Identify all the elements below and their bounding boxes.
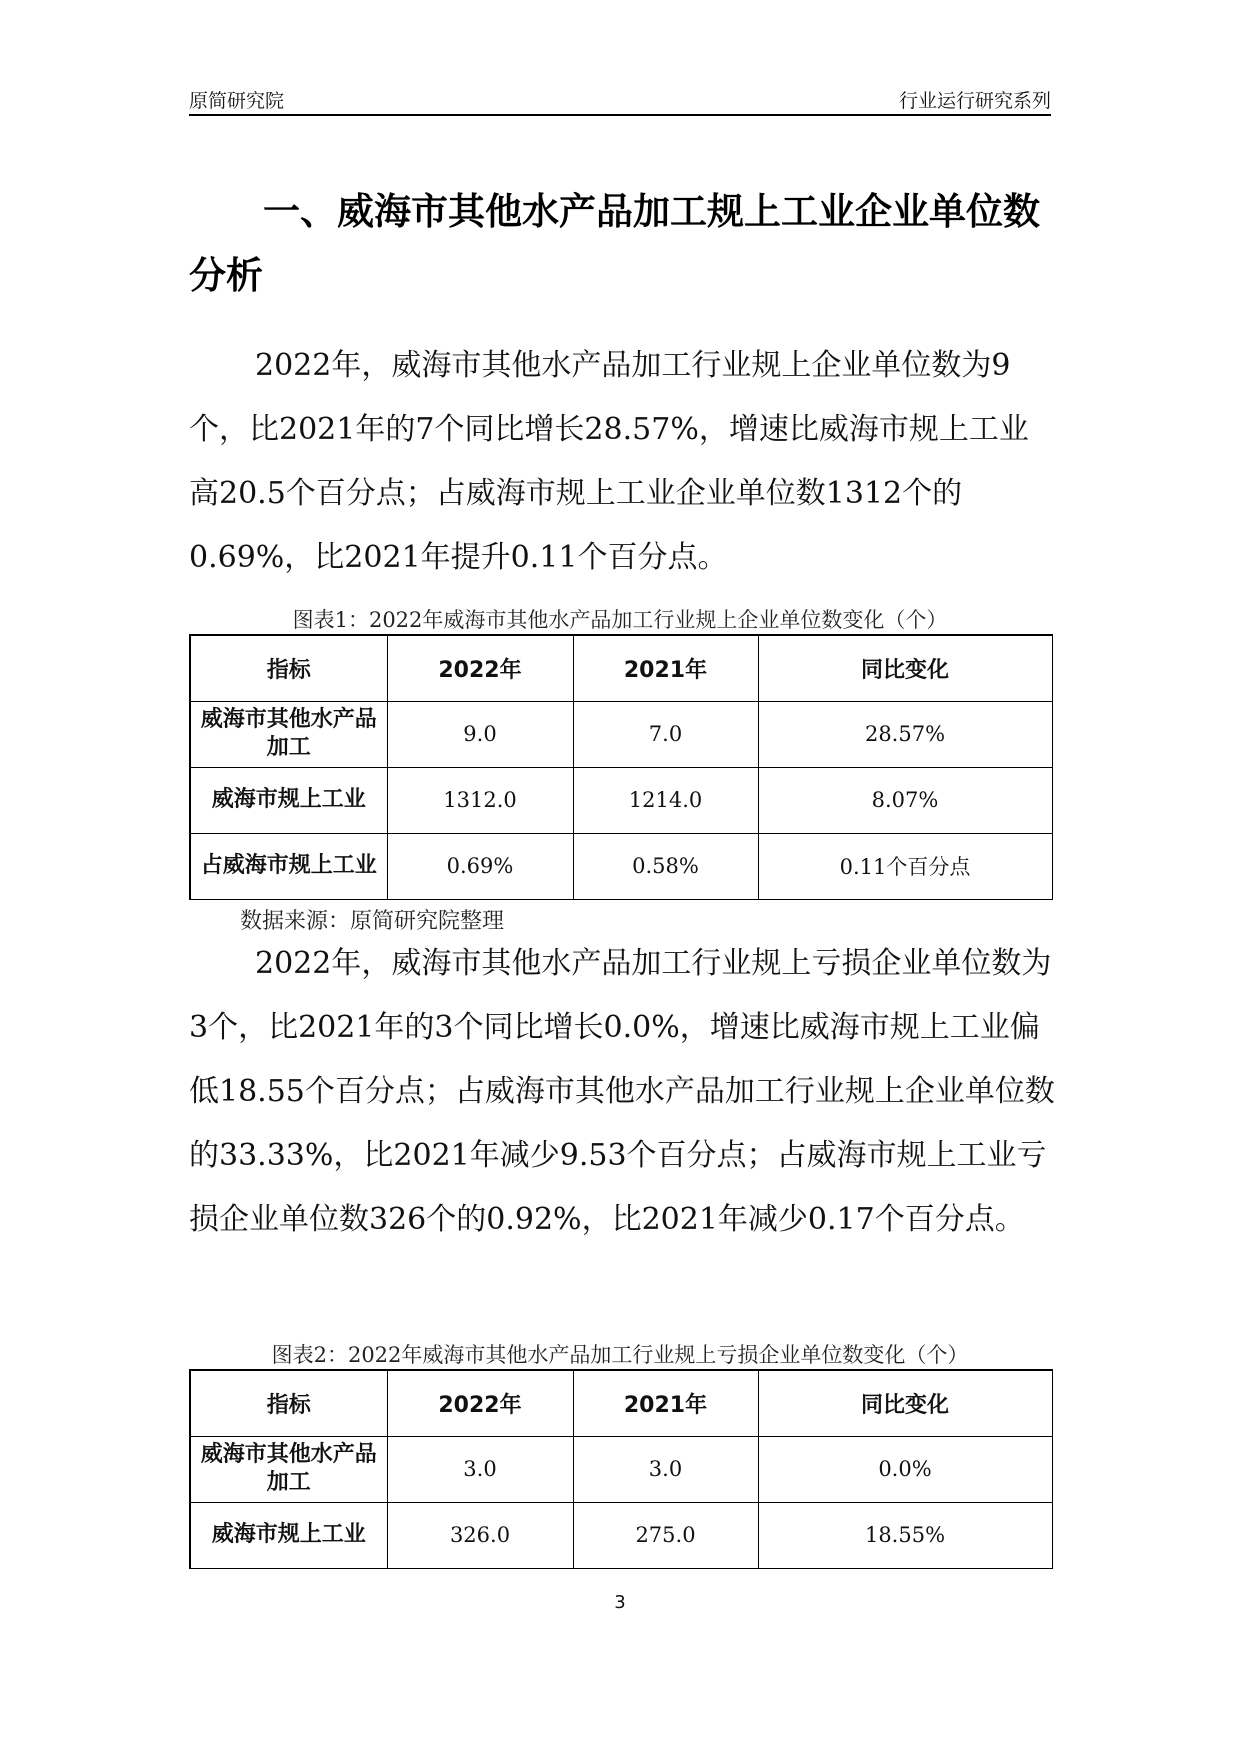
table-header-row	[190, 635, 1052, 701]
header-cell-2022: 2022年	[387, 635, 573, 701]
cell-2022: 0.69%	[387, 833, 573, 899]
header-org-name: 原简研究院	[189, 90, 285, 112]
paragraph-enterprise-count: 2022年，威海市其他水产品加工行业规上企业单位数为9个，比2021年的7个同比增长28.57%，增速比威海市规上工业高20.5个百分点；占威海市规上工业企业单位数1312个的0.69%，比2021年提升0.11个百分点。	[189, 348, 1029, 575]
cell-2022: 9.0	[387, 701, 573, 767]
table-header-row	[190, 1370, 1052, 1436]
row-label: 威海市规上工业	[190, 1502, 387, 1568]
cell-change: 0.11个百分点	[758, 833, 1052, 899]
row-label: 威海市其他水产品加工	[190, 1436, 387, 1502]
cell-2021: 0.58%	[573, 833, 758, 899]
header-cell-yoy-change: 同比变化	[758, 635, 1052, 701]
table2-caption: 图表2：2022年威海市其他水产品加工行业规上亏损企业单位数变化（个）	[271, 1343, 969, 1367]
header-cell-2021: 2021年	[573, 1370, 758, 1436]
cell-change: 0.0%	[758, 1436, 1052, 1502]
cell-change: 8.07%	[758, 767, 1052, 833]
header-cell-yoy-change: 同比变化	[758, 1370, 1052, 1436]
table-row	[190, 833, 1052, 899]
row-label: 威海市其他水产品加工	[190, 701, 387, 767]
row-label: 占威海市规上工业	[190, 833, 387, 899]
section-title: 一、威海市其他水产品加工规上工业企业单位数分析	[189, 190, 1040, 297]
row-label: 威海市规上工业	[190, 767, 387, 833]
header-series-name: 行业运行研究系列	[898, 90, 1051, 112]
table1-enterprise-count	[189, 634, 1053, 900]
cell-2022: 1312.0	[387, 767, 573, 833]
header-cell-indicator: 指标	[190, 1370, 387, 1436]
header-cell-2022: 2022年	[387, 1370, 573, 1436]
cell-2021: 275.0	[573, 1502, 758, 1568]
table2-loss-enterprise-count	[189, 1369, 1053, 1569]
header-cell-2021: 2021年	[573, 635, 758, 701]
header-divider	[189, 114, 1051, 116]
cell-2021: 7.0	[573, 701, 758, 767]
cell-2021: 3.0	[573, 1436, 758, 1502]
cell-change: 28.57%	[758, 701, 1052, 767]
data-source-note: 数据来源：原简研究院整理	[240, 909, 505, 934]
paragraph-loss-enterprise-count: 2022年，威海市其他水产品加工行业规上亏损企业单位数为3个，比2021年的3个同比增长0.0%，增速比威海市规上工业偏低18.55个百分点；占威海市其他水产品加工行业规上企业单位数的33.33%，比2021年减少9.53个百分点；占威海市规上工业亏损企业单位数326个的0.92%，比2021年减少0.17个百分点。	[189, 946, 1055, 1237]
cell-2022: 3.0	[387, 1436, 573, 1502]
table-row	[190, 701, 1052, 767]
table1-caption: 图表1：2022年威海市其他水产品加工行业规上企业单位数变化（个）	[292, 608, 948, 632]
table-row	[190, 1502, 1052, 1568]
cell-2021: 1214.0	[573, 767, 758, 833]
table-row	[190, 1436, 1052, 1502]
cell-change: 18.55%	[758, 1502, 1052, 1568]
cell-2022: 326.0	[387, 1502, 573, 1568]
table-row	[190, 767, 1052, 833]
page-number: 3	[614, 1592, 626, 1613]
header-cell-indicator: 指标	[190, 635, 387, 701]
